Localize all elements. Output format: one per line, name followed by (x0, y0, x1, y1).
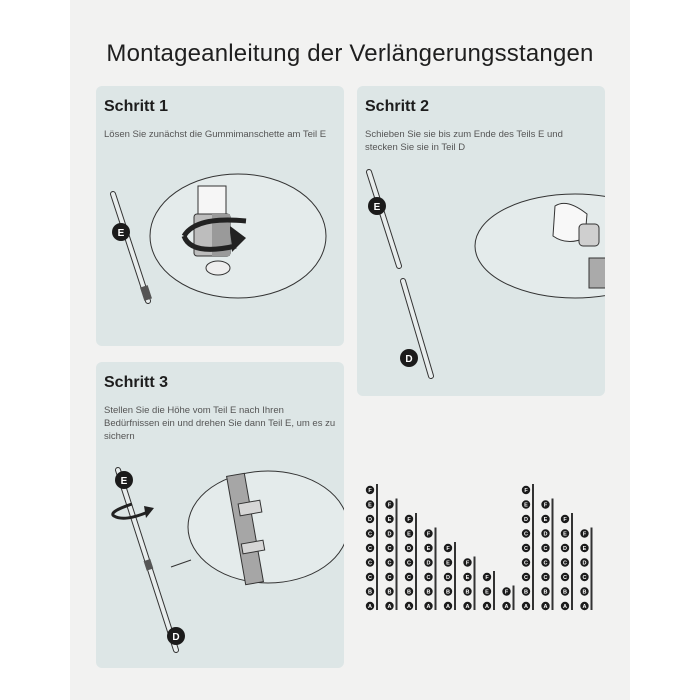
svg-text:D: D (524, 517, 528, 523)
svg-text:C: C (563, 560, 567, 567)
chart-part-badge (385, 573, 393, 581)
svg-text:B: B (446, 589, 450, 596)
step-3-illustration (96, 362, 344, 668)
svg-text:B: B (368, 589, 372, 596)
svg-text:A: A (465, 604, 470, 610)
chart-part-badge (424, 544, 432, 552)
chart-part-badge (522, 515, 530, 523)
chart-part-badge (522, 573, 530, 581)
svg-text:F: F (465, 560, 470, 567)
svg-text:C: C (368, 546, 372, 552)
svg-text:A: A (504, 604, 509, 610)
svg-text:E: E (582, 546, 587, 552)
chart-part-badge (424, 602, 432, 610)
svg-text:C: C (387, 546, 392, 552)
svg-text:C: C (524, 546, 528, 552)
svg-text:C: C (387, 575, 392, 581)
chart-part-badge (424, 558, 432, 566)
step-1-text: Lösen Sie zunächst die Gummimanschette am Teil E (104, 129, 327, 140)
step-3-card (96, 362, 344, 668)
chart-part-badge (561, 573, 569, 581)
chart-part-badge (580, 558, 588, 566)
chart-part-badge (385, 544, 393, 552)
svg-text:F: F (407, 517, 411, 523)
svg-text:D: D (368, 517, 372, 523)
zoom-detail-locked (171, 471, 344, 585)
svg-text:A: A (387, 604, 392, 610)
chart-part-badge (483, 587, 491, 595)
badge-e (368, 197, 386, 215)
svg-text:E: E (120, 476, 128, 487)
badge-e (115, 471, 133, 489)
chart-part-badge (405, 587, 413, 595)
pole-part-e (113, 194, 152, 301)
chart-part-badge (424, 587, 432, 595)
svg-text:C: C (368, 531, 372, 538)
zoom-detail-rubber-sleeve (150, 174, 326, 298)
chart-part-badge (424, 529, 432, 537)
svg-text:B: B (563, 589, 567, 596)
svg-text:C: C (543, 575, 548, 581)
chart-part-badge (385, 602, 393, 610)
svg-text:E: E (387, 517, 392, 523)
chart-part-badge (580, 544, 588, 552)
svg-text:F: F (582, 531, 587, 538)
svg-text:B: B (582, 589, 587, 596)
chart-part-badge (444, 558, 452, 566)
chart-part-badge (385, 515, 393, 523)
chart-part-badge (366, 544, 374, 552)
svg-text:F: F (446, 546, 450, 552)
chart-part-badge (366, 587, 374, 595)
chart-part-badge (444, 573, 452, 581)
pole-assembled (118, 470, 176, 650)
svg-text:D: D (407, 546, 411, 552)
chart-part-badge (444, 544, 452, 552)
step-1-illustration (96, 86, 344, 346)
chart-part-badge (522, 529, 530, 537)
svg-text:E: E (117, 228, 125, 239)
svg-text:E: E (485, 589, 489, 596)
svg-text:F: F (368, 488, 372, 494)
svg-text:A: A (446, 604, 450, 610)
chart-part-badge (366, 515, 374, 523)
chart-part-badge (522, 486, 530, 494)
chart-part-badge (561, 515, 569, 523)
svg-text:B: B (407, 589, 411, 596)
step-3-title: Schritt 3 (104, 374, 169, 391)
chart-part-badge (405, 602, 413, 610)
svg-text:E: E (426, 546, 431, 552)
chart-part-badge (463, 587, 471, 595)
chart-part-badge (366, 486, 374, 494)
svg-text:D: D (387, 531, 392, 538)
chart-part-badge (366, 602, 374, 610)
svg-text:C: C (582, 575, 587, 581)
chart-part-badge (366, 573, 374, 581)
svg-text:C: C (543, 546, 548, 552)
svg-text:A: A (407, 604, 411, 610)
svg-text:E: E (524, 502, 528, 509)
svg-text:B: B (426, 589, 431, 596)
svg-text:E: E (543, 517, 548, 523)
svg-text:A: A (543, 604, 548, 610)
step-3-text: Stellen Sie die Höhe vom Teil E nach Ihren Bedürfnissen ein und drehen Sie dann Teil E, um es zu sichern (104, 405, 336, 442)
svg-text:D: D (582, 560, 587, 567)
svg-text:D: D (446, 575, 450, 581)
chart-part-badge (541, 602, 549, 610)
chart-part-badge (385, 587, 393, 595)
step-1-title: Schritt 1 (104, 98, 169, 115)
svg-text:D: D (543, 531, 548, 538)
svg-text:D: D (426, 560, 431, 567)
page-title: Montageanleitung der Verlängerungsstangen (106, 40, 594, 67)
svg-text:C: C (387, 560, 392, 567)
pole-configuration-chart (360, 456, 610, 616)
chart-part-badge (444, 602, 452, 610)
chart-part-badge (405, 558, 413, 566)
svg-text:A: A (582, 604, 587, 610)
svg-text:C: C (543, 560, 548, 567)
chart-part-badge (580, 573, 588, 581)
chart-part-badge (385, 529, 393, 537)
chart-part-badge (580, 602, 588, 610)
svg-text:D: D (172, 632, 180, 643)
svg-text:F: F (485, 575, 489, 581)
svg-text:F: F (524, 488, 528, 494)
svg-text:C: C (524, 575, 528, 581)
svg-text:C: C (368, 575, 372, 581)
chart-part-badge (483, 602, 491, 610)
svg-text:E: E (368, 502, 372, 509)
svg-text:C: C (407, 560, 411, 567)
svg-text:C: C (407, 575, 411, 581)
badge-e (112, 223, 130, 241)
svg-text:A: A (426, 604, 431, 610)
svg-text:C: C (524, 531, 528, 538)
chart-part-badge (561, 544, 569, 552)
chart-part-badge (444, 587, 452, 595)
chart-part-badge (541, 515, 549, 523)
step-2-card (357, 86, 605, 396)
chart-part-badge (405, 529, 413, 537)
svg-text:C: C (426, 575, 431, 581)
chart-part-badge (405, 544, 413, 552)
svg-text:E: E (446, 560, 450, 567)
chart-part-badge (405, 573, 413, 581)
svg-text:F: F (426, 531, 431, 538)
badge-d (167, 627, 185, 645)
chart-part-badge (522, 602, 530, 610)
chart-part-badge (366, 500, 374, 508)
chart-part-badge (561, 558, 569, 566)
svg-text:D: D (563, 546, 567, 552)
chart-part-badge (424, 573, 432, 581)
svg-text:B: B (543, 589, 548, 596)
chart-part-badge (522, 500, 530, 508)
chart-part-badge (405, 515, 413, 523)
chart-part-badge (541, 529, 549, 537)
chart-part-badge (561, 587, 569, 595)
badge-d (400, 349, 418, 367)
chart-part-badge (385, 558, 393, 566)
svg-text:A: A (368, 604, 372, 610)
svg-text:F: F (387, 502, 392, 509)
svg-text:F: F (563, 517, 567, 523)
svg-text:E: E (465, 575, 470, 581)
chart-part-badge (463, 573, 471, 581)
svg-text:E: E (563, 531, 567, 538)
chart-part-badge (385, 500, 393, 508)
svg-text:B: B (387, 589, 392, 596)
chart-part-badge (366, 529, 374, 537)
svg-text:D: D (405, 354, 413, 365)
svg-text:B: B (465, 589, 470, 596)
step-1-card (96, 86, 344, 346)
chart-part-badge (541, 587, 549, 595)
chart-part-badge (541, 500, 549, 508)
chart-part-badge (580, 587, 588, 595)
chart-part-badge (522, 587, 530, 595)
zoom-detail-insert (475, 194, 605, 298)
svg-text:A: A (563, 604, 567, 610)
chart-part-badge (463, 602, 471, 610)
svg-text:C: C (563, 575, 567, 581)
chart-part-badge (541, 544, 549, 552)
instruction-page (70, 0, 630, 700)
chart-part-badge (522, 558, 530, 566)
svg-text:B: B (524, 589, 528, 596)
svg-text:C: C (368, 560, 372, 567)
chart-part-badge (561, 602, 569, 610)
chart-part-badge (541, 558, 549, 566)
svg-text:A: A (524, 604, 528, 610)
chart-part-badge (463, 558, 471, 566)
svg-text:F: F (504, 589, 509, 596)
svg-text:A: A (485, 604, 489, 610)
chart-part-badge (522, 544, 530, 552)
step-2-illustration (357, 86, 605, 396)
svg-text:C: C (524, 560, 528, 567)
step-2-text: Schieben Sie sie bis zum Ende des Teils E und stecken Sie sie in Teil D (365, 129, 563, 153)
chart-part-badge (580, 529, 588, 537)
chart-part-badge (366, 558, 374, 566)
svg-text:F: F (543, 502, 548, 509)
step-2-title: Schritt 2 (365, 98, 430, 115)
chart-part-badge (502, 587, 510, 595)
chart-part-badge (502, 602, 510, 610)
pole-part-e (369, 172, 399, 266)
chart-part-badge (541, 573, 549, 581)
svg-text:E: E (407, 531, 411, 538)
chart-part-badge (483, 573, 491, 581)
chart-part-badge (561, 529, 569, 537)
svg-text:E: E (373, 202, 381, 213)
